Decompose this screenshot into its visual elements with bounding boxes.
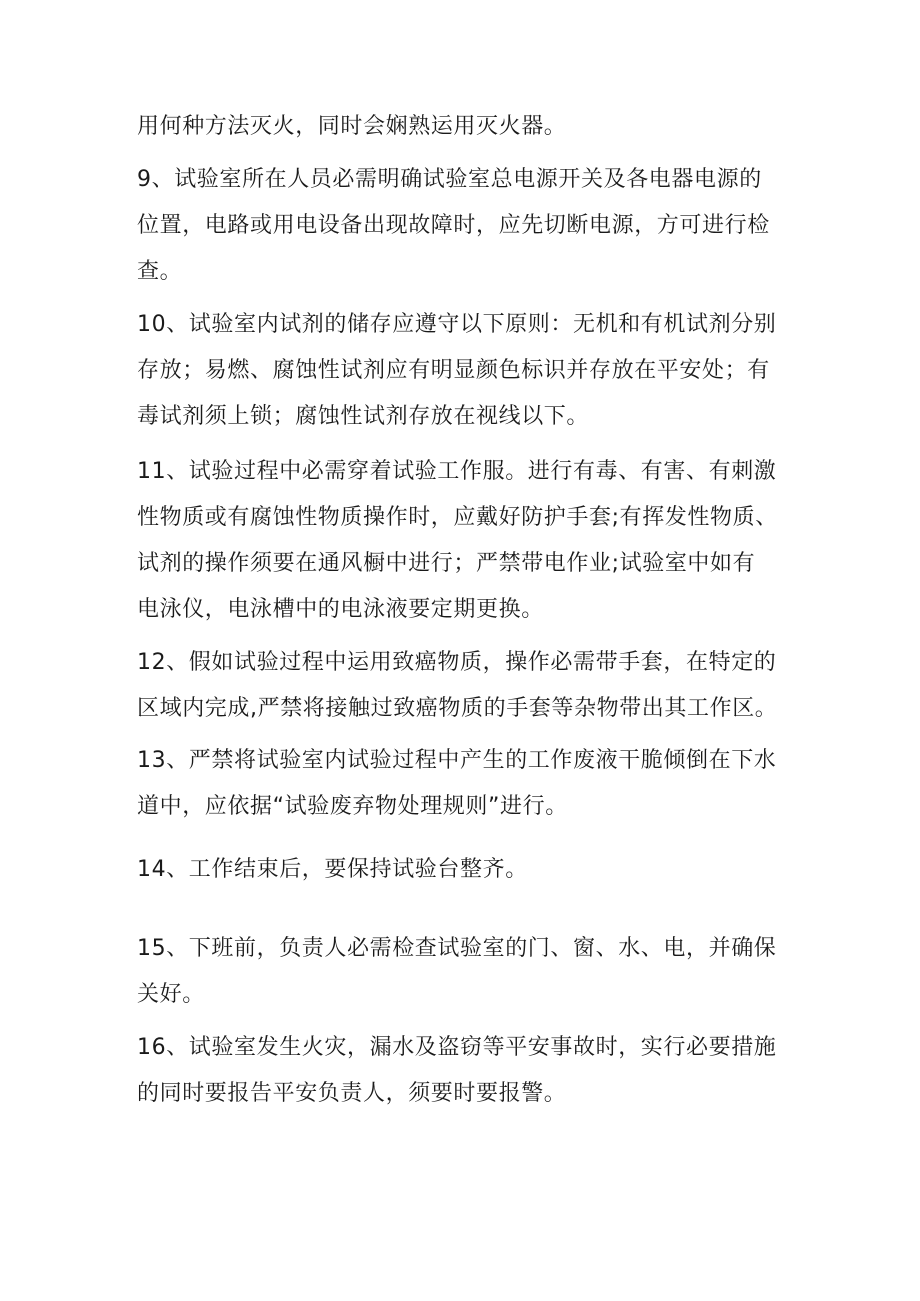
text-line: 13、严禁将试验室内试验过程中产生的工作废液干脆倾倒在下水 xyxy=(137,748,777,773)
text-line: 存放；易燃、腐蚀性试剂应有明显颜色标识并存放在平安处；有 xyxy=(137,358,770,383)
text-line: 毒试剂须上锁；腐蚀性试剂存放在视线以下。 xyxy=(137,404,590,429)
text-line: 道中，应依据“试验废弃物处理规则”进行。 xyxy=(137,794,568,819)
text-line: 查。 xyxy=(137,259,183,284)
text-line: 15、下班前，负责人必需检查试验室的门、窗、水、电，并确保 xyxy=(137,936,777,961)
text-line: 的同时要报告平安负责人，须要时要报警。 xyxy=(137,1081,567,1106)
text-line: 试剂的操作须要在通风橱中进行；严禁带电作业;试验室中如有 xyxy=(137,551,756,576)
paragraph-10 xyxy=(137,302,787,440)
paragraph-13 xyxy=(137,738,787,830)
text-line: 位置，电路或用电设备出现故障时，应先切断电源，方可进行检 xyxy=(137,213,770,238)
text-line: 11、试验过程中必需穿着试验工作服。进行有毒、有害、有刺激 xyxy=(137,459,777,484)
text-line: 10、试验室内试剂的储存应遵守以下原则：无机和有机试剂分别 xyxy=(137,312,777,337)
paragraph-9 xyxy=(137,157,787,295)
paragraph-15 xyxy=(137,926,787,1018)
paragraph-12 xyxy=(137,640,787,732)
text-line: 性物质或有腐蚀性物质操作时，应戴好防护手套;有挥发性物质、 xyxy=(137,505,778,530)
paragraph-16 xyxy=(137,1025,787,1117)
text-line: 用何种方法灭火，同时会娴熟运用灭火器。 xyxy=(137,114,567,139)
text-line: 16、试验室发生火灾，漏水及盗窃等平安事故时，实行必要措施 xyxy=(137,1035,777,1060)
paragraph-8-continuation xyxy=(137,104,787,150)
paragraph-11 xyxy=(137,449,787,633)
text-line: 区域内完成,严禁将接触过致癌物质的手套等杂物带出其工作区。 xyxy=(137,696,778,721)
text-line: 关好。 xyxy=(137,982,205,1007)
text-line: 14、工作结束后，要保持试验台整齐。 xyxy=(137,857,528,882)
paragraph-14 xyxy=(137,847,787,893)
text-line: 电泳仪，电泳槽中的电泳液要定期更换。 xyxy=(137,597,544,622)
text-line: 12、假如试验过程中运用致癌物质，操作必需带手套，在特定的 xyxy=(137,650,777,675)
text-line: 9、试验室所在人员必需明确试验室总电源开关及各电器电源的 xyxy=(137,167,762,192)
